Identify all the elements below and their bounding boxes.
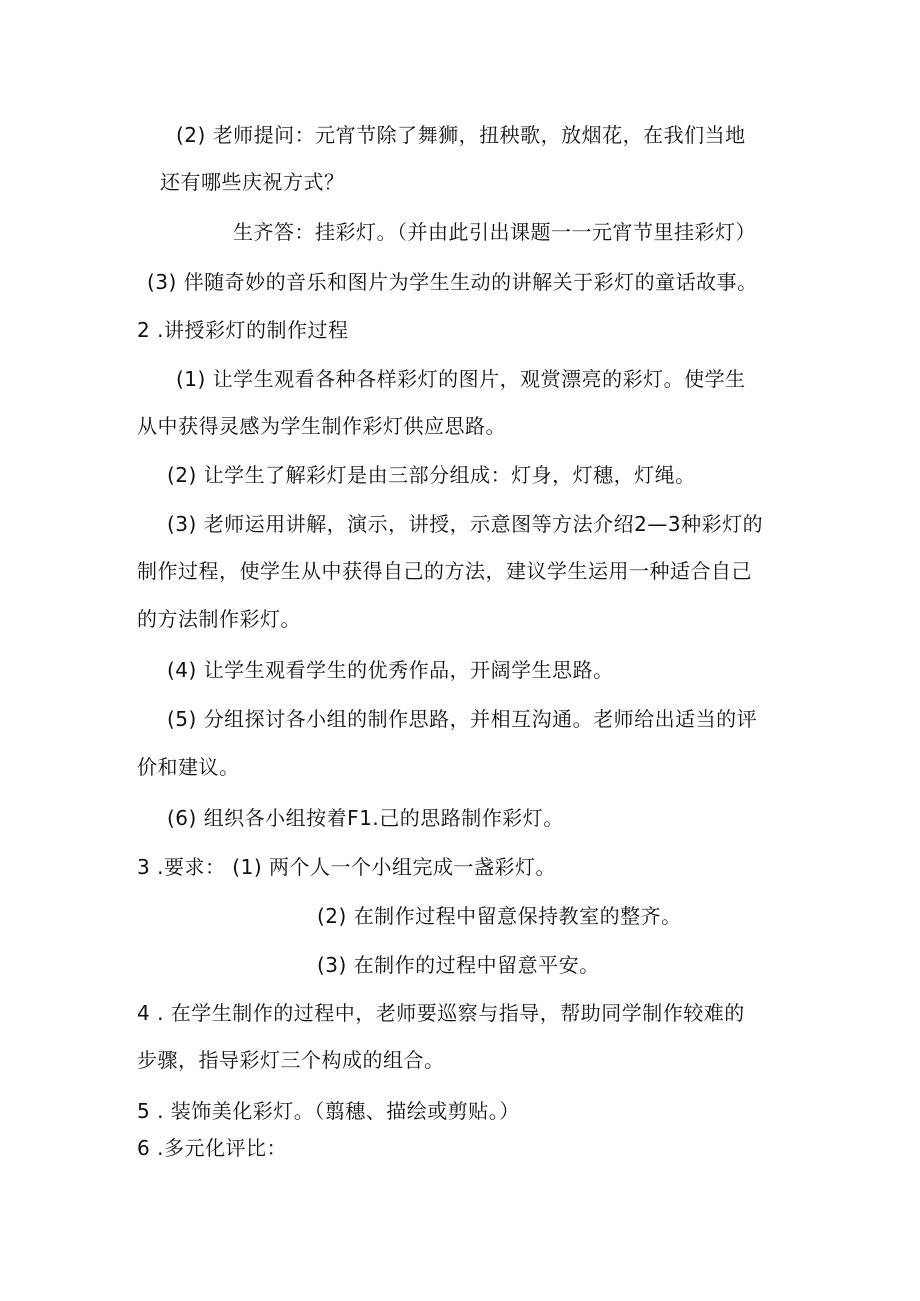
paragraph-line: 制作过程，使学生从中获得自己的方法，建议学生运用一种适合自己 (137, 559, 752, 583)
paragraph-line: (4) 让学生观看学生的优秀作品，开阔学生思路。 (167, 658, 614, 682)
paragraph-line: (2) 在制作过程中留意保持教室的整齐。 (317, 904, 682, 928)
section-heading: 5 . 装饰美化彩灯。（翦穗、描绘或剪贴。） (137, 1099, 520, 1123)
paragraph-line: 的方法制作彩灯。 (137, 607, 301, 631)
paragraph-line: 生齐答：挂彩灯。（并由此引出课题一一元宵节里挂彩灯） (233, 220, 756, 244)
paragraph-line: (3) 伴随奇妙的音乐和图片为学生生动的讲解关于彩灯的童话故事。 (147, 270, 758, 294)
paragraph-line: (1) 让学生观看各种各样彩灯的图片，观赏漂亮的彩灯。使学生 (176, 367, 746, 391)
paragraph-line: 步骤，指导彩灯三个构成的组合。 (137, 1048, 445, 1072)
section-heading: 3 .要求： (1) 两个人一个小组完成一盏彩灯。 (137, 855, 556, 879)
paragraph-line: 还有哪些庆祝方式？ (160, 170, 345, 194)
paragraph-line: (3) 在制作的过程中留意平安。 (317, 953, 600, 977)
paragraph-line: 价和建议。 (137, 755, 240, 779)
section-heading: 2 .讲授彩灯的制作过程 (137, 318, 349, 342)
paragraph-line: (3) 老师运用讲解，演示，讲授，示意图等方法介绍2—3种彩灯的 (167, 512, 764, 536)
paragraph-line: (5) 分组探讨各小组的制作思路，并相互沟通。老师给出适当的评 (167, 707, 758, 731)
paragraph-line: 从中获得灵感为学生制作彩灯供应思路。 (137, 414, 506, 438)
paragraph-line: (2) 让学生了解彩灯是由三部分组成：灯身，灯穗，灯绳。 (167, 463, 696, 487)
paragraph-line: (6) 组织各小组按着F1.己的思路制作彩灯。 (167, 806, 564, 830)
section-heading: 4 . 在学生制作的过程中，老师要巡察与指导，帮助同学制作较难的 (137, 1001, 745, 1025)
section-heading: 6 .多元化评比： (137, 1136, 287, 1160)
paragraph-line: (2) 老师提问：元宵节除了舞狮，扭秧歌，放烟花，在我们当地 (176, 123, 746, 147)
